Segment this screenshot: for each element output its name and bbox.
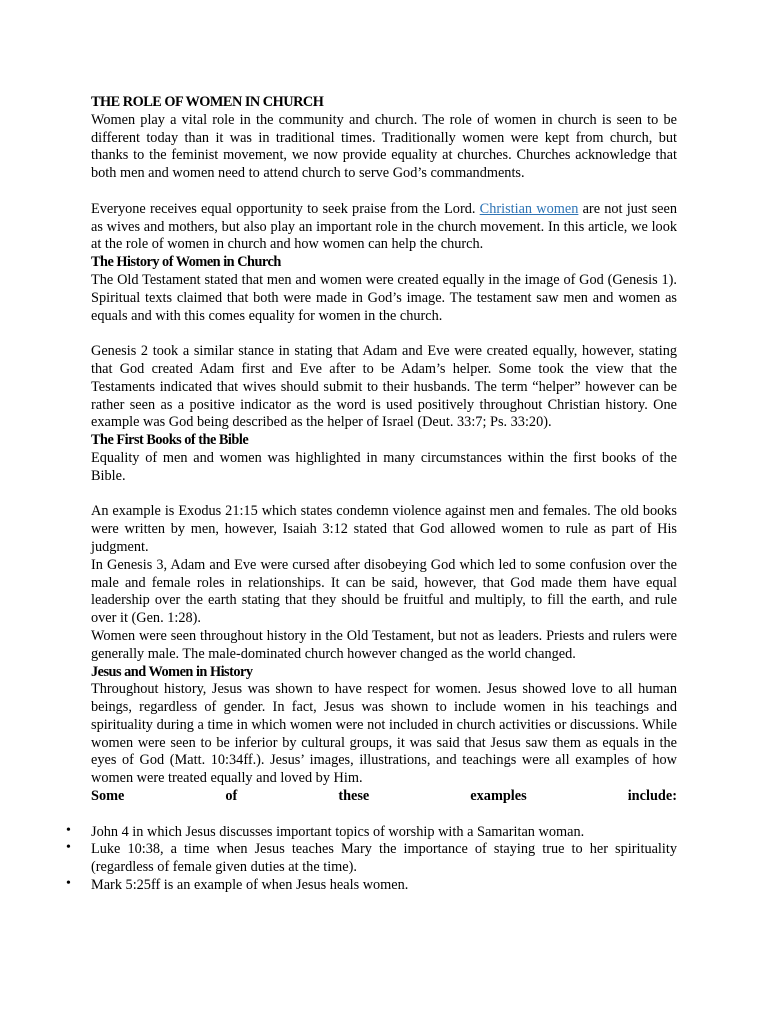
- christian-women-link[interactable]: Christian women: [479, 200, 579, 217]
- history-paragraph-2: Genesis 2 took a similar stance in stating that Adam and Eve were created equally, however, stating that God created Adam first and Eve after to be Adam’s helper. Some took the view that the Testaments indicated that wives should submit to their husbands. The term “helper” however can be rather seen as a positive indicator as the word is used positively throughout Christian history. One example was God being described as the helper of Israel (Deut. 33:7; Ps. 33:20).: [91, 343, 677, 431]
- list-item: [66, 876, 677, 895]
- paragraph-gap: [91, 183, 677, 201]
- first-books-paragraph-4: Women were seen throughout history in the Old Testament, but not as leaders. Priests and rulers were generally male. The male-dominated church however changed as the world changed.: [91, 627, 677, 662]
- examples-word: include:: [627, 788, 677, 805]
- list-item-text: John 4 in which Jesus discusses important topics of worship with a Samaritan woman.: [91, 823, 585, 840]
- examples-word: Some: [91, 788, 125, 805]
- intro-paragraph-2: [91, 201, 677, 254]
- first-books-paragraph-1: Equality of men and women was highlighted in many circumstances within the first books of the Bible.: [91, 449, 677, 484]
- jesus-heading: Jesus and Women in History: [91, 663, 253, 680]
- examples-intro-line: [91, 788, 677, 806]
- intro-p2-text-after: are not just seen as wives and mothers, but also play an important role in the church movement. In this article, we look at the role of women in church and how women can help the church.: [91, 200, 677, 253]
- intro-p2-text-before: Everyone receives equal opportunity to seek praise from the Lord.: [91, 200, 480, 217]
- bullet-icon: •: [66, 840, 71, 856]
- list-item-text: Luke 10:38, a time when Jesus teaches Mary the importance of staying true to her spirituality (regardless of female given duties at the time).: [91, 841, 677, 876]
- examples-word: examples: [470, 788, 527, 805]
- document-page: [66, 94, 677, 895]
- bullet-icon: •: [66, 822, 71, 838]
- history-heading: The History of Women in Church: [91, 254, 281, 271]
- first-books-paragraph-2: An example is Exodus 21:15 which states condemn violence against men and females. The old books were written by men, however, Isaiah 3:12 stated that God allowed women to rule as part of His judgment.: [91, 503, 677, 555]
- first-books-heading: The First Books of the Bible: [91, 432, 249, 449]
- bullet-icon: •: [66, 876, 71, 892]
- examples-word: these: [338, 788, 370, 805]
- intro-paragraph-1: Women play a vital role in the community and church. The role of women in church is seen to be different today than it was in traditional times. Traditionally women were kept from church, but thanks to the feminist movement, we now provide equality at churches. Churches acknowledge that both men and women need to attend church to serve God’s commandments.: [91, 111, 677, 182]
- paragraph-gap: [91, 325, 677, 343]
- document-title: THE ROLE OF WOMEN IN CHURCH: [91, 94, 324, 110]
- list-item: [66, 822, 677, 842]
- examples-word: of: [225, 788, 238, 805]
- paragraph-gap: [91, 486, 677, 504]
- history-paragraph-1: The Old Testament stated that men and women were created equally in the image of God (Genesis 1). Spiritual texts claimed that both were made in God’s image. The testament saw men and women as equals and with this comes equality for women in the church.: [91, 271, 677, 324]
- list-item-text: Mark 5:25ff is an example of when Jesus heals women.: [91, 877, 409, 894]
- examples-list: [66, 822, 677, 895]
- list-item: [66, 840, 677, 877]
- first-books-paragraph-3: In Genesis 3, Adam and Eve were cursed after disobeying God which led to some confusion over the male and female roles in relationships. It can be said, however, that God made them have equal leadership over the earth stating that they should be fruitful and multiply, to fill the earth, and rule over it (Gen. 1:28).: [91, 556, 677, 627]
- paragraph-gap: [91, 806, 677, 824]
- jesus-paragraph-1: Throughout history, Jesus was shown to have respect for women. Jesus showed love to all human beings, regardless of gender. In fact, Jesus was shown to include women in his teachings and spirituality during a time in which women were not included in church activities or discussions. While women were seen to be inferior by cultural groups, it was said that Jesus saw them as equals in the eyes of God (Matt. 10:34ff.). Jesus’ images, illustrations, and teachings were all examples of how women were treated equally and loved by Him.: [91, 681, 677, 787]
